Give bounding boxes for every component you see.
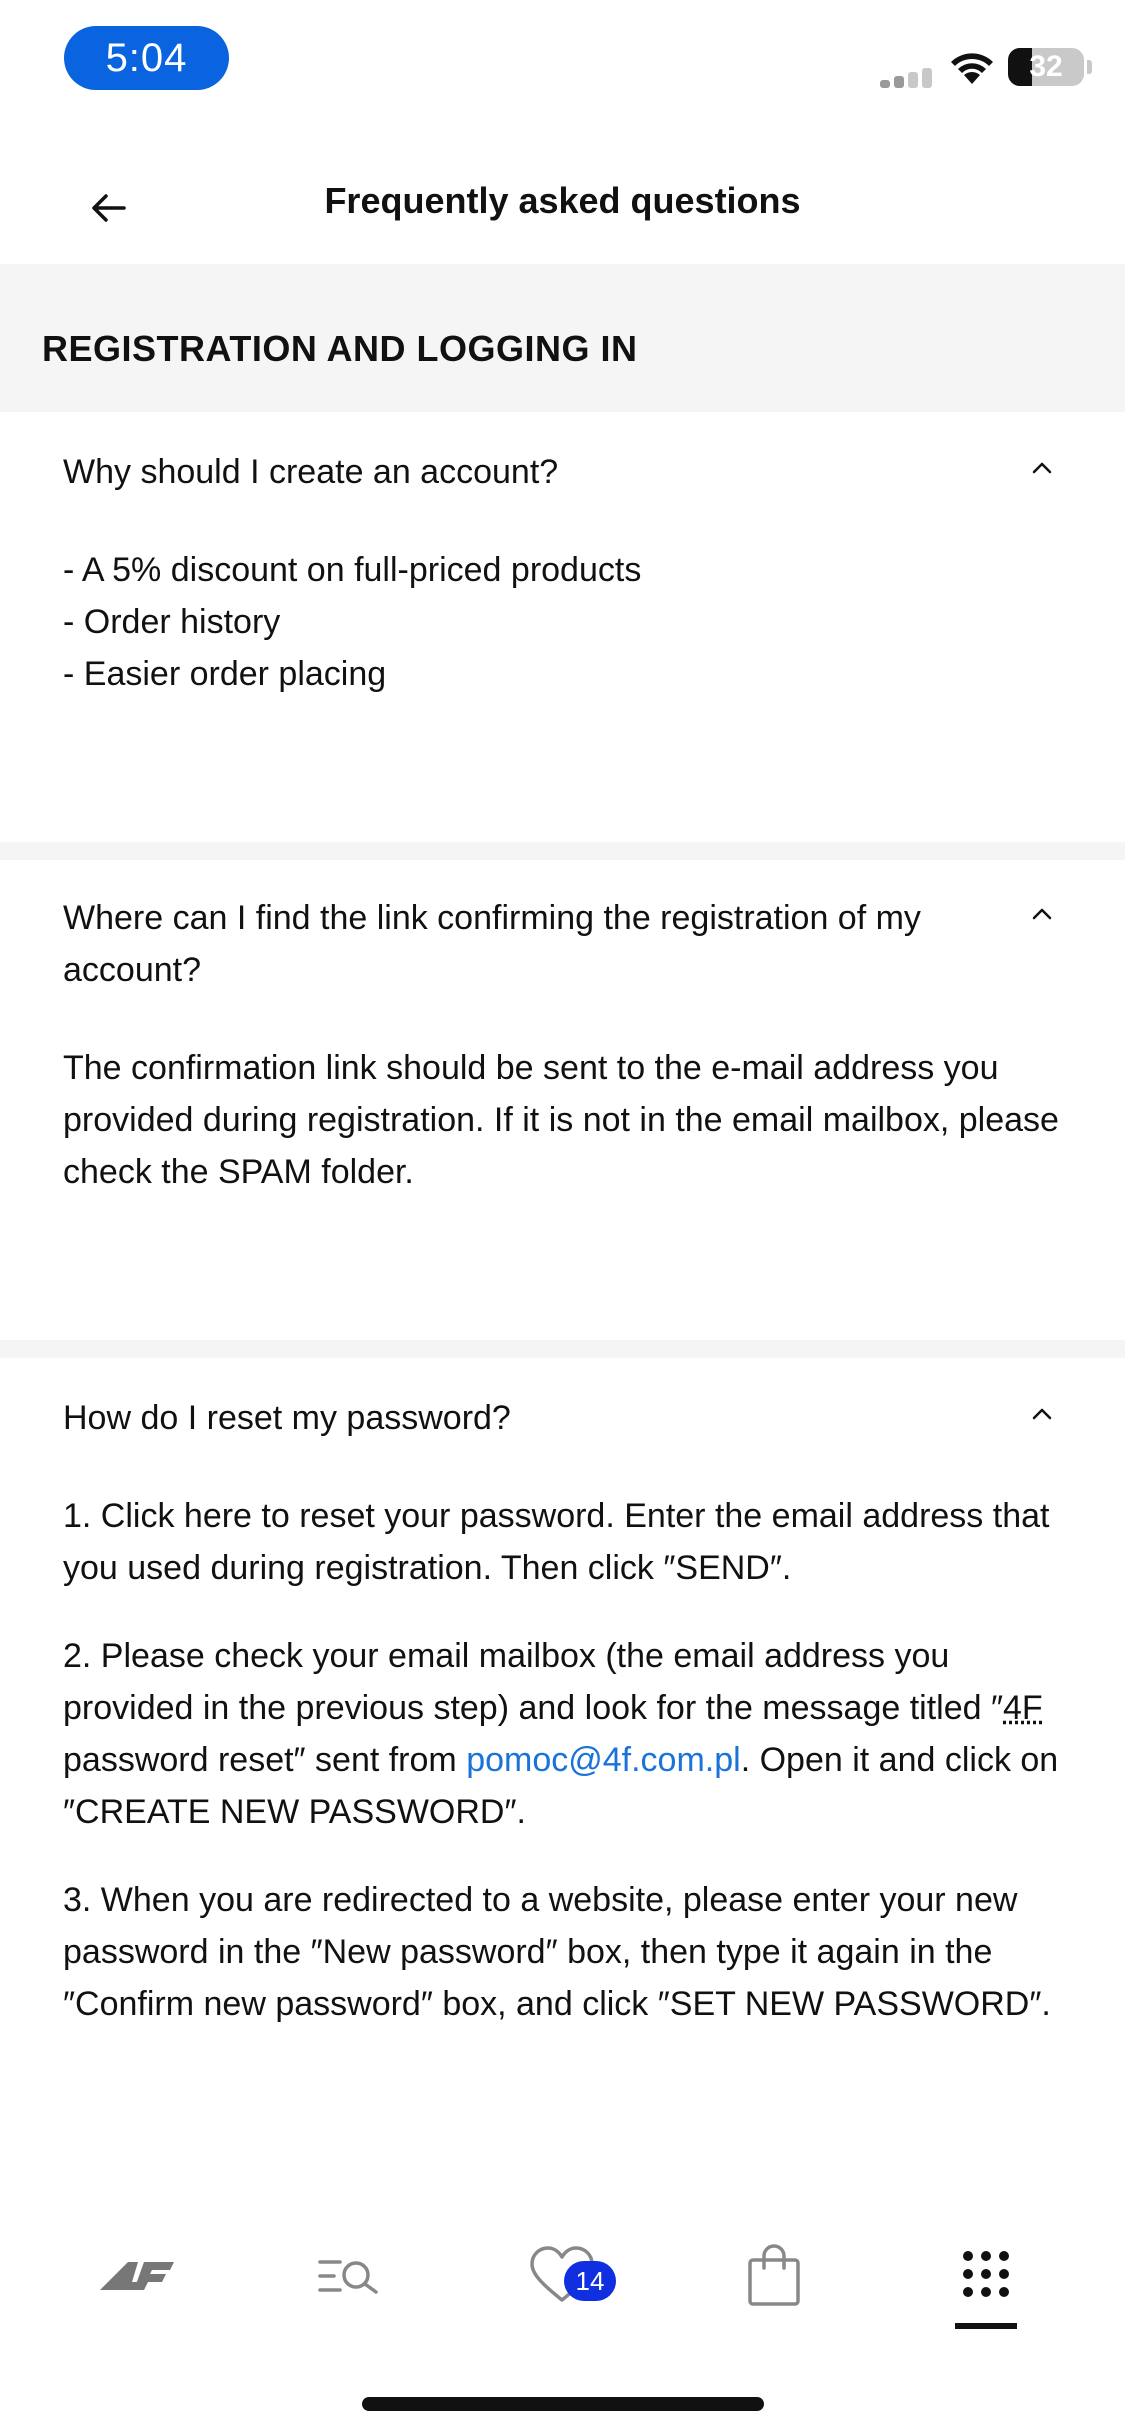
- home-indicator[interactable]: [362, 2397, 764, 2411]
- faq-answer: The confirmation link should be sent to the e-mail address you provided during registration. If it is not in the email mailbox, please check the SPAM folder.: [63, 1049, 1059, 1191]
- wifi-icon: [948, 48, 996, 86]
- nav-cart[interactable]: [714, 2220, 834, 2330]
- header: [0, 150, 1125, 262]
- chevron-up-icon[interactable]: [1028, 1404, 1056, 1424]
- brand-name: 4F: [1003, 1689, 1043, 1727]
- answer-step-2: 2. Please check your email mailbox (the email address you provided in the previous step) and look for the message titled ″4F password reset″ sent from pomoc@4f.com.pl. Open it and click on ″CREATE NEW PASSWORD″.: [63, 1637, 1059, 1831]
- nav-menu[interactable]: [926, 2220, 1046, 2330]
- answer-line: - A 5% discount on full-priced products: [63, 551, 642, 589]
- battery-tip: [1087, 60, 1092, 74]
- shopping-bag-icon: [714, 2220, 834, 2330]
- bottom-nav: [0, 2220, 1125, 2340]
- nav-home[interactable]: [78, 2220, 198, 2330]
- answer-line: - Order history: [63, 603, 281, 641]
- section-header: [0, 264, 1125, 412]
- chevron-up-icon[interactable]: [1028, 904, 1056, 924]
- faq-question[interactable]: Where can I find the link confirming the registration of my account?: [63, 899, 921, 989]
- favorites-count-badge: 14: [564, 2261, 616, 2301]
- divider: [0, 842, 1125, 860]
- grid-menu-icon: [926, 2220, 1046, 2330]
- cellular-signal-icon: [880, 68, 934, 88]
- battery-level: 32: [1029, 50, 1063, 83]
- faq-item: [0, 1358, 1125, 2178]
- status-bar: [0, 0, 1125, 120]
- faq-item: [0, 412, 1125, 842]
- battery-icon: [1008, 48, 1084, 86]
- answer-step-1: 1. Click here to reset your password. Enter the email address that you used during registration. Then click ″SEND″.: [63, 1497, 1050, 1587]
- 4f-logo-icon: [78, 2220, 198, 2330]
- answer-step-3: 3. When you are redirected to a website, please enter your new password in the ″New password″ box, then type it again in the ″Confirm new password″ box, and click ″SET NEW PASSWORD″.: [63, 1881, 1051, 2023]
- email-link[interactable]: pomoc@4f.com.pl: [466, 1741, 741, 1779]
- answer-line: - Easier order placing: [63, 655, 387, 693]
- status-time: 5:04: [64, 26, 229, 90]
- chevron-up-icon[interactable]: [1028, 458, 1056, 478]
- faq-item: [0, 860, 1125, 1340]
- search-menu-icon: [288, 2220, 408, 2330]
- faq-question[interactable]: Why should I create an account?: [63, 453, 559, 491]
- page-title: Frequently asked questions: [324, 180, 801, 221]
- active-tab-indicator: [955, 2323, 1017, 2329]
- faq-answer: [63, 1490, 1063, 2066]
- faq-question[interactable]: How do I reset my password?: [63, 1399, 511, 1437]
- faq-answer: [63, 544, 1063, 700]
- nav-search[interactable]: [288, 2220, 408, 2330]
- section-title: REGISTRATION AND LOGGING IN: [42, 328, 638, 369]
- divider: [0, 1340, 1125, 1358]
